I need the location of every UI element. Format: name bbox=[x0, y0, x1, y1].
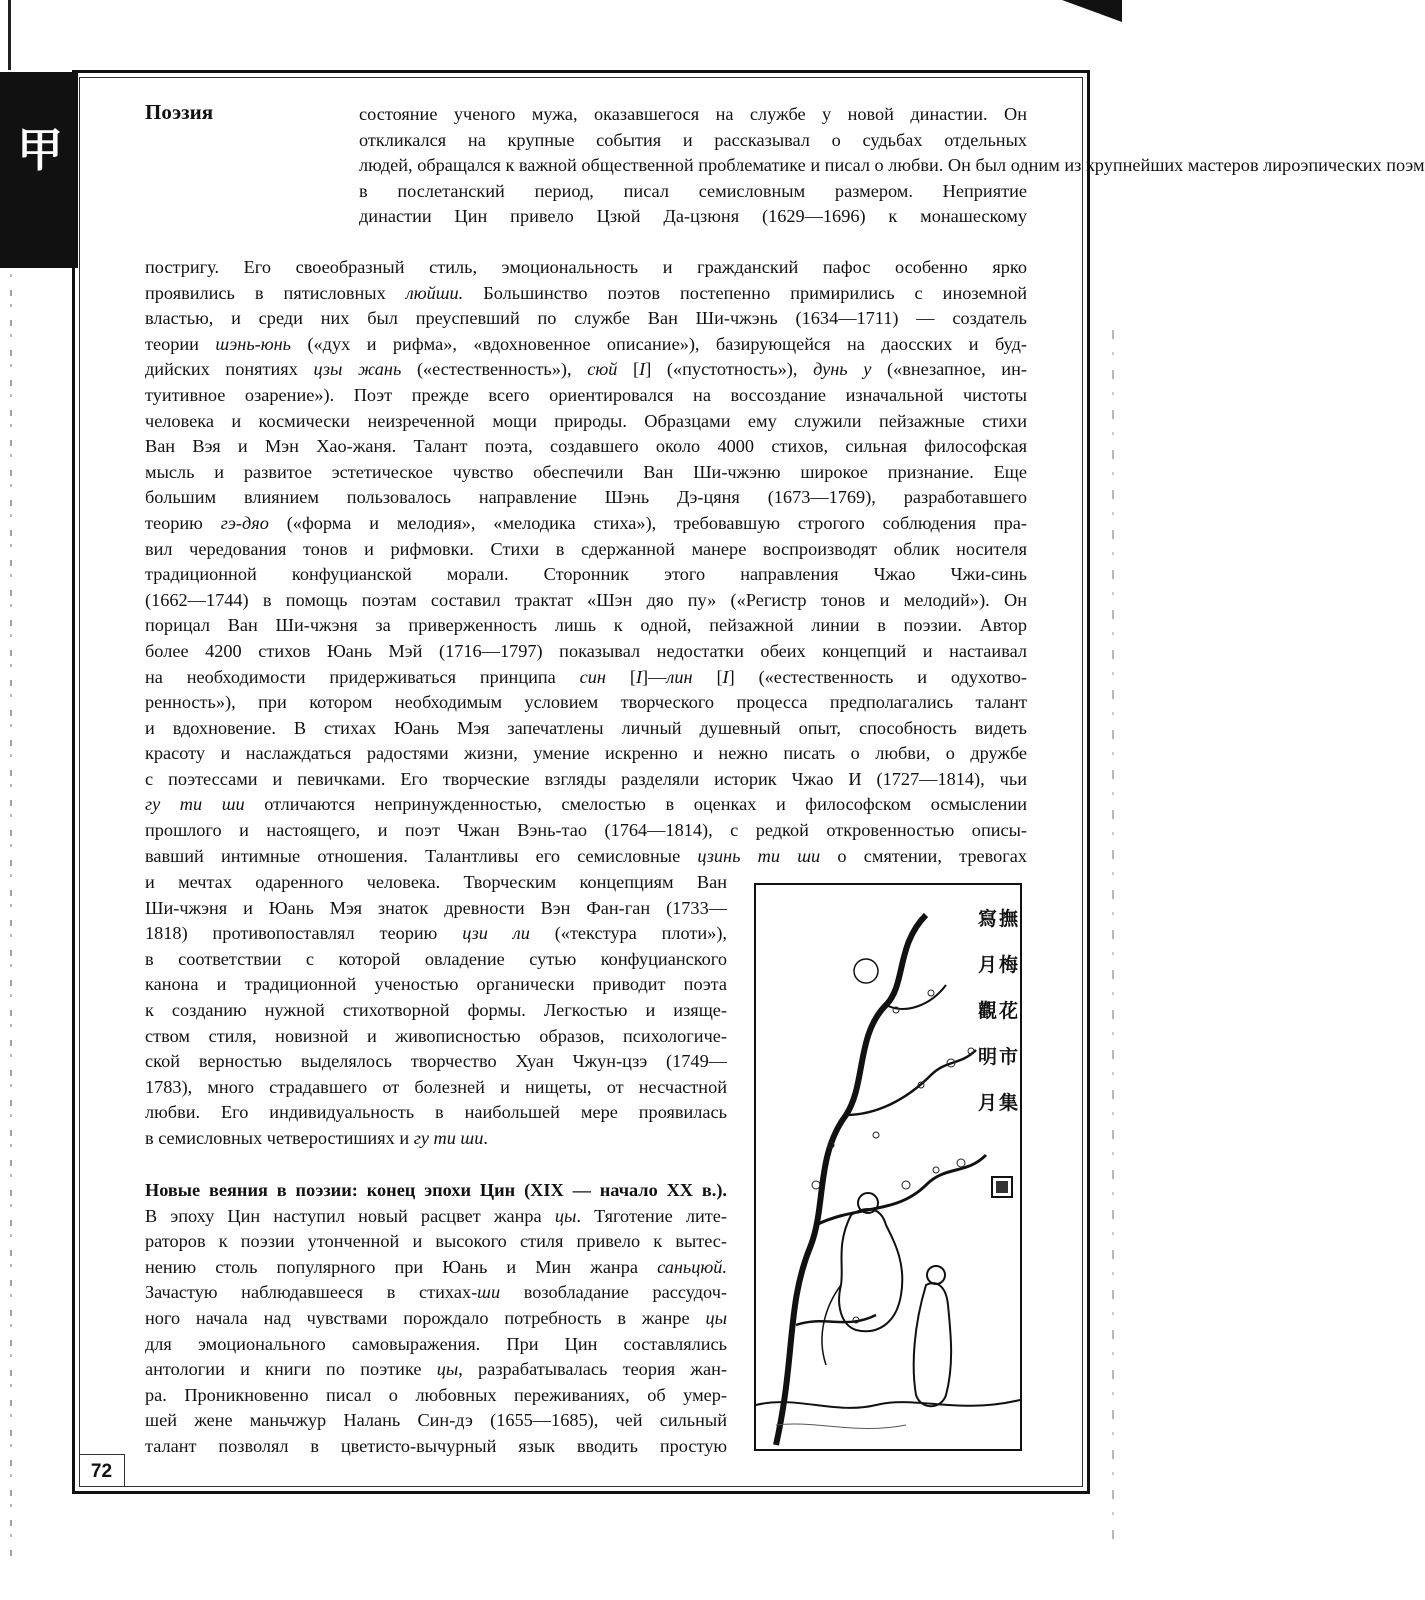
moon-shape bbox=[854, 959, 878, 983]
main-line: Ван Вэя и Мэн Хао-жаня. Талант поэта, создавшего около 4000 стихов, сильная философская bbox=[145, 436, 1027, 457]
left-line: 1818) противопоставлял теорию цзи ли («текстура плоти»), bbox=[145, 923, 727, 944]
main-line: большим влиянием пользовалось направление Шэнь Дэ-цяня (1673—1769), разработавшего bbox=[145, 487, 1027, 508]
sub-line: шей жене маньчжур Налань Син-дэ (1655—1685), чей сильный bbox=[145, 1410, 727, 1431]
left-line: к созданию нужной стихотворной формы. Легкостью и изяще- bbox=[145, 999, 727, 1020]
main-line: с поэтессами и певичками. Его творческие взгляды разделяли историк Чжао И (1727—1814), чьи bbox=[145, 768, 1027, 789]
main-line: красоту и наслаждаться радостями жизни, умение искренно и нежно писать о любви, о дружбе bbox=[145, 743, 1027, 764]
left-line: ской верностью выделялось творчество Хуан Чжун-цзэ (1749— bbox=[145, 1051, 727, 1072]
left-line: и мечтах одаренного человека. Творческим концепциям Ван bbox=[145, 872, 727, 892]
main-line: мысль и развитое эстетическое чувство обеспечили Ван Ши-чжэню широкое признание. Еще bbox=[145, 461, 1027, 482]
subsection bbox=[145, 1178, 727, 1460]
sub-line: нению столь популярного при Юань и Мин жанра саньцюй. bbox=[145, 1256, 727, 1277]
left-line: Ши-чжэня и Юань Мэя знаток древности Вэн Фан-ган (1733— bbox=[145, 897, 727, 918]
tree-branch bbox=[796, 1315, 876, 1325]
sub-line: антологии и книги по поэтике цы, разрабатывалась теория жан- bbox=[145, 1359, 727, 1380]
scan-edge-noise-right bbox=[1112, 330, 1114, 1550]
sub-line: ра. Проникновенно писал о любовных переживаниях, об умер- bbox=[145, 1384, 727, 1405]
main-line: человека и космически неизреченной мощи природы. Образцами ему служили пейзажные стихи bbox=[145, 410, 1027, 431]
main-line: вавший интимные отношения. Талантливы его семисловные цзинь ти ши о смятении, тревогах bbox=[145, 845, 1027, 866]
left-line: в соответствии с которой овладение сутью конфуцианского bbox=[145, 948, 727, 969]
calligraphy-column-2: 撫梅花市集 bbox=[999, 908, 1019, 1114]
intro-line: состояние ученого мужа, оказавшегося на службе у новой династии. Он bbox=[359, 104, 1027, 124]
left-line: в семисловных четверостишиях и гу ти ши. bbox=[145, 1127, 488, 1148]
main-line: ренность»), при котором необходимым условием творческого процесса предполагались талант bbox=[145, 692, 1027, 713]
main-line: прошлого и настоящего, и поэт Чжан Вэнь-тао (1764—1814), с редкой откровенностью описы- bbox=[145, 820, 1027, 841]
ink-illustration-drawing bbox=[756, 885, 1020, 1449]
subsection-paragraph bbox=[145, 1204, 727, 1460]
ink-illustration bbox=[754, 883, 1022, 1451]
attendant-robe bbox=[914, 1283, 951, 1406]
sub-line: Зачастую наблюдавшееся в стихах-ши возобладание рассудоч- bbox=[145, 1282, 728, 1303]
main-line: вил чередования тонов и рифмовки. Стихи в сдержанной манере воспроизводят облик носителя bbox=[145, 538, 1027, 559]
main-line: теории шэнь-юнь («дух и рифма», «вдохновенное описание»), базирующейся на даосских и буд- bbox=[145, 333, 1027, 354]
main-line: постригу. Его своеобразный стиль, эмоциональность и гражданский пафос особенно ярко bbox=[145, 257, 1027, 277]
blossoms bbox=[812, 990, 974, 1323]
ground-line bbox=[756, 1400, 1020, 1408]
tree-branch bbox=[846, 1050, 976, 1115]
tree-trunk bbox=[776, 915, 926, 1445]
main-line: теорию гэ-дяо («форма и мелодия», «мелодика стиха»), требовавшую строгого соблюдения пра- bbox=[145, 512, 1027, 533]
main-line: туитивное озарение»). Поэт прежде всего ориентировался на воссоздание изначальной чистоты bbox=[145, 384, 1027, 405]
subsection-heading: Новые веяния в поэзии: конец эпохи Цин (XIX — начало XX в.). bbox=[145, 1180, 727, 1200]
scan-corner-mark bbox=[1062, 0, 1122, 22]
main-line: на необходимости придерживаться принципа син [I]—лин [I] («естественность и одухотво- bbox=[145, 666, 1028, 687]
left-line: ством стиля, новизной и живописностью образов, психологиче- bbox=[145, 1025, 727, 1046]
sub-line: талант позволял в цветисто-вычурный язык вводить простую bbox=[145, 1435, 727, 1456]
sub-line: ного начала над чувствами порождало потребность в жанре цы bbox=[145, 1307, 727, 1328]
main-line: властью, и среди них был преуспевший по службе Ван Ши-чжэнь (1634—1711) — создатель bbox=[145, 308, 1027, 329]
main-paragraph bbox=[145, 255, 1027, 869]
intro-line: династии Цин привело Цзюй Да-цзюня (1629—1696) к монашескому bbox=[359, 206, 1027, 227]
left-line: 1783), много страдавшего от болезней и нищеты, от несчастной bbox=[145, 1076, 727, 1097]
tree-branch bbox=[816, 1155, 986, 1225]
main-line: традиционной конфуцианской морали. Сторонник этого направления Чжао Чжи-синь bbox=[145, 564, 1027, 585]
artist-seal-fill bbox=[996, 1181, 1008, 1193]
chapter-tab-glyph: 甲 bbox=[17, 123, 63, 177]
main-line: гу ти ши отличаются непринужденностью, смелостью в оценках и философском осмыслении bbox=[145, 794, 1028, 815]
ground-hatch bbox=[776, 1424, 906, 1429]
chapter-tab bbox=[0, 72, 78, 268]
section-label: Поэзия bbox=[145, 100, 214, 124]
main-line: порицал Ван Ши-чжэня за приверженность лишь к одной, пейзажной линии в поэзии. Автор bbox=[145, 615, 1027, 636]
scan-edge-mark bbox=[8, 0, 11, 70]
figure-robe bbox=[839, 1209, 902, 1331]
left-column-paragraph bbox=[145, 870, 727, 1152]
main-line: дийских понятиях цзы жань («естественность»), сюй [I] («пустотность»), дунь у («внезапное, ин- bbox=[145, 359, 1027, 380]
left-line: любви. Его индивидуальность в наибольшей мере проявилась bbox=[145, 1102, 727, 1123]
left-line: канона и традиционной ученостью органически приводит поэта bbox=[145, 974, 727, 995]
main-line: и вдохновение. В стихах Юань Мэя запечатлены личный душевный опыт, способность видеть bbox=[145, 717, 1027, 738]
scan-edge-noise-left bbox=[10, 260, 12, 1560]
sub-line: В эпоху Цин наступил новый расцвет жанра цы. Тяготение лите- bbox=[145, 1205, 727, 1226]
main-line: (1662—1744) в помощь поэтам составил трактат «Шэн дяо пу» («Регистр тонов и мелодий»). Он bbox=[145, 589, 1027, 610]
sub-line: раторов к поэзии утонченной и высокого стиля привело к вытес- bbox=[145, 1231, 727, 1252]
attendant-head bbox=[927, 1266, 945, 1284]
main-line: более 4200 стихов Юань Мэй (1716—1797) показывал недостатки обеих концепций и настаивал bbox=[145, 640, 1027, 661]
intro-line: людей, обращался к важной общественной проблематике и писал о любви. Он был одним из крупнейших мастеров лироэпических поэм bbox=[359, 155, 1425, 176]
main-line: проявились в пятисловных люйши. Большинство поэтов постепенно примирились с иноземной bbox=[145, 282, 1027, 303]
sub-line: для эмоционального самовыражения. При Цин составлялись bbox=[145, 1333, 727, 1354]
intro-line: в послетанский период, писал семисловным размером. Неприятие bbox=[359, 180, 1027, 201]
calligraphy-column-1: 寫月觀明月 bbox=[978, 908, 998, 1114]
intro-paragraph bbox=[359, 102, 1425, 230]
page-number: 72 bbox=[79, 1454, 125, 1487]
intro-line: откликался на крупные события и рассказывал о судьбах отдельных bbox=[359, 129, 1027, 150]
